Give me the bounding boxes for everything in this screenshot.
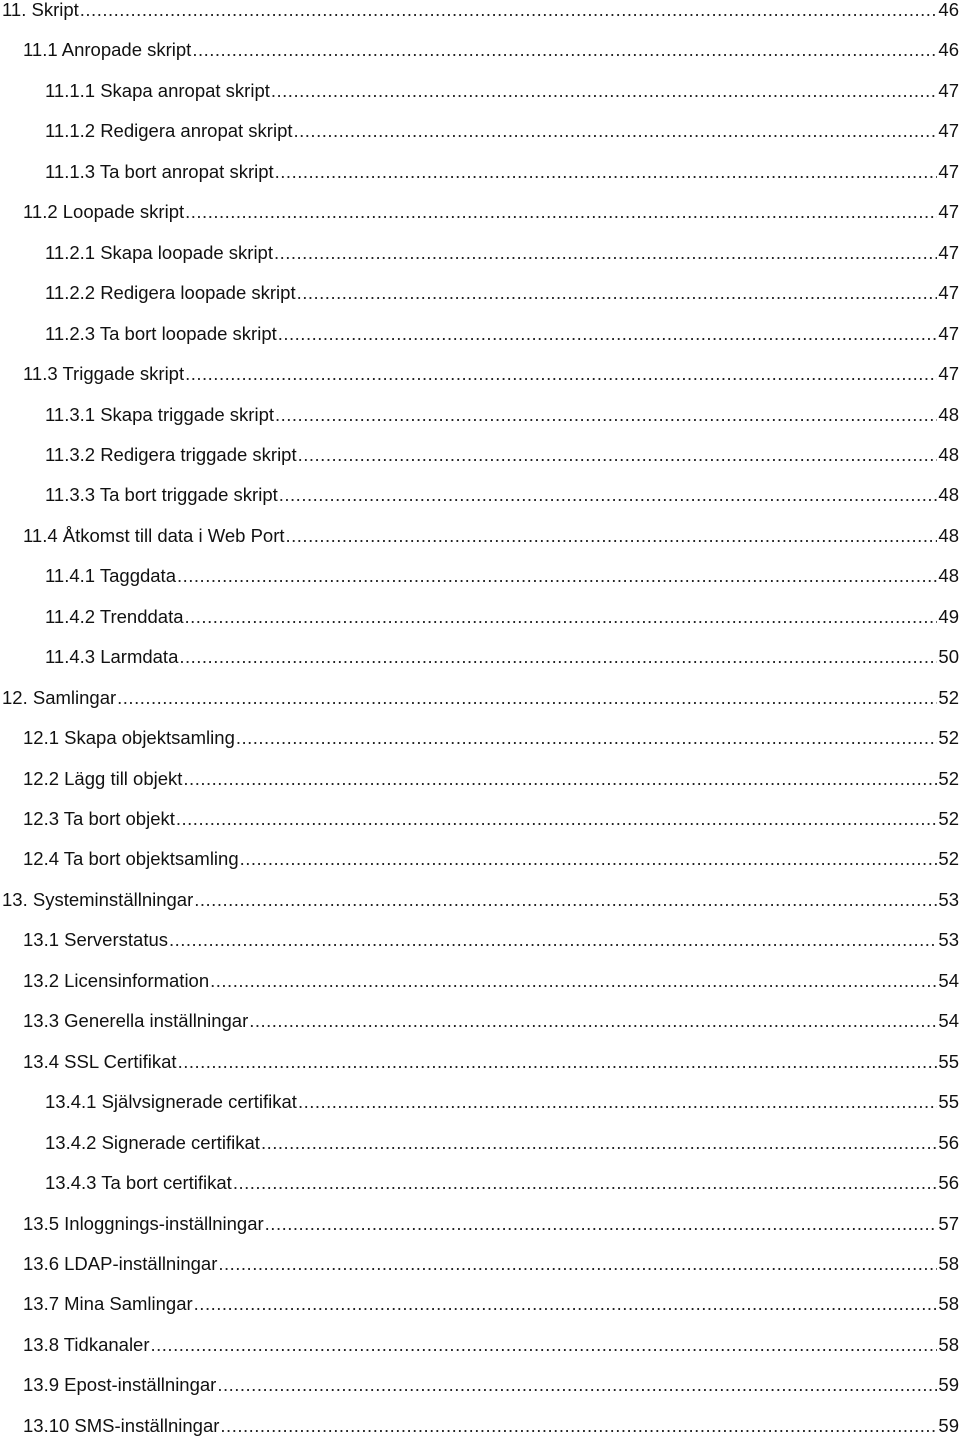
toc-entry-label: 13.4 SSL Certifikat [23,1050,177,1072]
toc-entry-label: 11.3 Triggade skript [23,363,185,385]
toc-entry[interactable] [0,76,960,106]
toc-dot-leader [279,480,938,510]
toc-dot-leader [261,1128,937,1158]
toc-dot-leader [274,238,937,268]
toc-entry-label: 12.1 Skapa objektsamling [23,727,235,749]
toc-entry-label: 13. Systeminställningar [2,888,194,910]
toc-entry[interactable] [0,602,960,632]
toc-entry-label: 11. Skript [2,0,79,20]
toc-entry[interactable] [0,278,960,308]
toc-dot-leader [240,844,938,874]
toc-entry-label: 11.3.3 Ta bort triggade skript [45,484,278,506]
toc-entry[interactable] [0,238,960,268]
toc-entry-page-number: 59 [938,1414,959,1436]
toc-entry[interactable] [0,925,960,955]
toc-dot-leader [178,1047,938,1077]
toc-entry-page-number: 58 [938,1252,959,1274]
toc-dot-leader [194,885,937,915]
toc-dot-leader [194,1289,938,1319]
toc-entry-page-number: 48 [938,565,959,587]
toc-dot-leader [185,359,937,389]
toc-entry[interactable] [0,116,960,146]
toc-entry-page-number: 47 [938,160,959,182]
toc-entry-page-number: 52 [938,686,959,708]
toc-entry[interactable] [0,683,960,713]
toc-entry-page-number: 49 [938,605,959,627]
toc-entry-page-number: 48 [938,443,959,465]
toc-entry-label: 13.9 Epost-inställningar [23,1374,217,1396]
toc-entry-page-number: 54 [938,1010,959,1032]
toc-entry-label: 11.2.3 Ta bort loopade skript [45,322,277,344]
toc-dot-leader [210,966,937,996]
toc-entry[interactable] [0,1370,960,1400]
toc-entry[interactable] [0,844,960,874]
toc-dot-leader [185,197,937,227]
toc-dot-leader [220,1411,937,1441]
toc-entry-label: 11.1.2 Redigera anropat skript [45,120,293,142]
toc-entry-label: 11.2.1 Skapa loopade skript [45,241,273,263]
toc-entry-page-number: 47 [938,241,959,263]
toc-entry[interactable] [0,804,960,834]
toc-entry-page-number: 47 [938,363,959,385]
toc-entry-page-number: 56 [938,1131,959,1153]
toc-entry-page-number: 52 [938,848,959,870]
toc-dot-leader [275,157,938,187]
toc-entry[interactable] [0,1087,960,1117]
toc-entry-page-number: 58 [938,1333,959,1355]
toc-entry[interactable] [0,521,960,551]
toc-entry-page-number: 46 [938,39,959,61]
toc-entry[interactable] [0,400,960,430]
toc-dot-leader [278,319,938,349]
toc-dot-leader [169,925,937,955]
toc-entry[interactable] [0,1411,960,1441]
toc-entry-label: 11.1 Anropade skript [23,39,192,61]
toc-entry[interactable] [0,723,960,753]
toc-entry-label: 11.4.1 Taggdata [45,565,176,587]
toc-entry[interactable] [0,966,960,996]
toc-entry-label: 12.4 Ta bort objektsamling [23,848,239,870]
toc-entry-page-number: 59 [938,1374,959,1396]
toc-entry-label: 11.4.3 Larmdata [45,646,179,668]
toc-entry-page-number: 47 [938,322,959,344]
toc-entry-label: 13.6 LDAP-inställningar [23,1252,218,1274]
toc-dot-leader [236,723,938,753]
toc-entry-page-number: 47 [938,282,959,304]
toc-entry-label: 13.2 Licensinformation [23,969,210,991]
toc-dot-leader [233,1168,938,1198]
toc-dot-leader [265,1209,938,1239]
toc-entry[interactable] [0,480,960,510]
toc-entry-label: 11.2 Loopade skript [23,201,185,223]
toc-dot-leader [286,521,938,551]
toc-entry-label: 13.7 Mina Samlingar [23,1293,193,1315]
toc-entry[interactable] [0,561,960,591]
toc-dot-leader [217,1370,937,1400]
toc-entry[interactable] [0,642,960,672]
toc-entry[interactable] [0,764,960,794]
toc-dot-leader [80,0,938,25]
toc-entry[interactable] [0,1006,960,1036]
toc-dot-leader [298,1087,937,1117]
toc-entry-page-number: 48 [938,524,959,546]
toc-dot-leader [192,35,937,65]
toc-entry-page-number: 47 [938,79,959,101]
toc-entry[interactable] [0,157,960,187]
toc-entry-label: 13.4.1 Självsignerade certifikat [45,1091,297,1113]
toc-entry-label: 11.1.3 Ta bort anropat skript [45,160,274,182]
toc-entry[interactable] [0,35,960,65]
toc-entry[interactable] [0,359,960,389]
toc-dot-leader [177,561,937,591]
toc-dot-leader [179,642,937,672]
toc-entry-page-number: 47 [938,201,959,223]
toc-entry-page-number: 53 [938,888,959,910]
toc-entry-page-number: 57 [938,1212,959,1234]
toc-dot-leader [151,1330,938,1360]
toc-entry-label: 11.2.2 Redigera loopade skript [45,282,296,304]
toc-entry-label: 11.3.1 Skapa triggade skript [45,403,274,425]
toc-entry-page-number: 46 [938,0,959,20]
toc-dot-leader [271,76,938,106]
toc-entry-label: 13.10 SMS-inställningar [23,1414,220,1436]
toc-dot-leader [294,116,938,146]
toc-entry-page-number: 55 [938,1091,959,1113]
toc-dot-leader [249,1006,937,1036]
toc-entry-label: 13.5 Inloggnings-inställningar [23,1212,264,1234]
toc-dot-leader [297,278,938,308]
toc-entry[interactable] [0,0,960,25]
toc-entry-label: 12. Samlingar [2,686,117,708]
toc-entry[interactable] [0,1249,960,1279]
toc-entry-page-number: 47 [938,120,959,142]
toc-entry-page-number: 56 [938,1172,959,1194]
toc-entry-label: 11.1.1 Skapa anropat skript [45,79,270,101]
toc-entry-label: 11.4 Åtkomst till data i Web Port [23,524,285,546]
toc-entry[interactable] [0,1168,960,1198]
toc-entry-label: 11.3.2 Redigera triggade skript [45,443,297,465]
toc-dot-leader [176,804,938,834]
toc-entry[interactable] [0,440,960,470]
toc-entry-page-number: 54 [938,969,959,991]
toc-entry-label: 13.8 Tidkanaler [23,1333,150,1355]
toc-entry[interactable] [0,1047,960,1077]
toc-entry-label: 13.4.3 Ta bort certifikat [45,1172,232,1194]
toc-entry-page-number: 58 [938,1293,959,1315]
toc-entry[interactable] [0,1289,960,1319]
toc-entry-label: 13.3 Generella inställningar [23,1010,249,1032]
toc-entry-label: 13.4.2 Signerade certifikat [45,1131,260,1153]
toc-entry-page-number: 50 [938,646,959,668]
toc-entry-label: 13.1 Serverstatus [23,929,168,951]
toc-entry[interactable] [0,1209,960,1239]
toc-entry-label: 12.3 Ta bort objekt [23,808,175,829]
toc-entry-label: 11.4.2 Trenddata [45,605,184,627]
toc-entry[interactable] [0,885,960,915]
toc-entry[interactable] [0,197,960,227]
toc-entry-page-number: 48 [938,403,959,425]
toc-entry[interactable] [0,1330,960,1360]
toc-entry[interactable] [0,1128,960,1158]
toc-entry-page-number: 55 [938,1050,959,1072]
toc-entry-page-number: 52 [938,727,959,749]
toc-entry[interactable] [0,319,960,349]
toc-entry-page-number: 48 [938,484,959,506]
toc-dot-leader [185,602,938,632]
toc-dot-leader [117,683,937,713]
toc-entry-page-number: 53 [938,929,959,951]
toc-entry-page-number: 52 [938,767,959,789]
toc-entry-page-number: 52 [938,808,959,829]
toc-dot-leader [298,440,938,470]
toc-dot-leader [218,1249,937,1279]
toc-dot-leader [183,764,937,794]
toc-entry-label: 12.2 Lägg till objekt [23,767,183,789]
toc-dot-leader [275,400,937,430]
